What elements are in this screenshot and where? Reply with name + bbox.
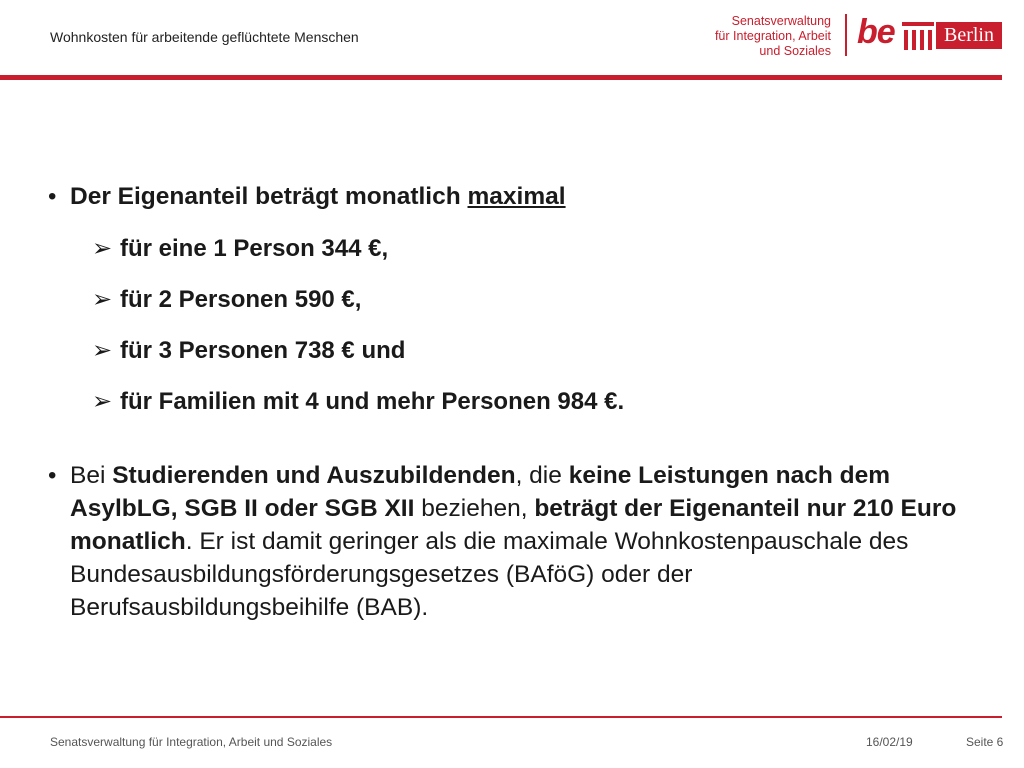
footer-date: 16/02/19 xyxy=(866,735,913,749)
bottom-divider xyxy=(0,716,1002,718)
footer-org: Senatsverwaltung für Integration, Arbeit und Soziales xyxy=(50,735,333,749)
logo-line-1: Senatsverwaltung xyxy=(731,14,831,28)
list-item: ➢ für 3 Personen 738 € und xyxy=(92,336,406,364)
slide-content xyxy=(48,180,978,624)
bullet-dot-icon: • xyxy=(48,183,57,210)
logo-line-2: für Integration, Arbeit xyxy=(714,29,831,43)
bullet-eigenanteil xyxy=(48,180,978,427)
arrow-bullet-icon: ➢ xyxy=(92,285,113,313)
header-title: Wohnkosten für arbeitende geflüchtete Menschen xyxy=(50,29,359,45)
footer-page-number: Seite 6 xyxy=(966,735,1004,749)
logo-divider xyxy=(845,14,847,56)
amount-list xyxy=(92,223,978,427)
bullet-dot-icon: • xyxy=(48,462,57,489)
list-item: ➢ für Familien mit 4 und mehr Personen 984 €. xyxy=(92,387,625,415)
top-divider xyxy=(0,75,1002,80)
arrow-bullet-icon: ➢ xyxy=(92,336,113,364)
logo-org-text xyxy=(700,14,831,59)
list-item: ➢ für eine 1 Person 344 €, xyxy=(92,234,389,262)
arrow-bullet-icon: ➢ xyxy=(92,234,113,262)
brandenburg-gate-icon xyxy=(902,22,934,50)
arrow-bullet-icon: ➢ xyxy=(92,387,113,415)
list-item: ➢ für 2 Personen 590 €, xyxy=(92,285,362,313)
bullet-studierende: • Bei Studierenden und Auszubildenden, die keine Leistungen nach dem AsylbLG, SGB II oder SGB XII beziehen, beträgt der Eigenanteil nur 210 Euro monatlich. Er ist damit geringer als die maximale Wohnkostenpauschale des Bundesausbildungsförderungsgesetzes (BAföG) oder der Berufsausbildungsbeihilfe (BAB). xyxy=(48,459,978,624)
bullet1-emphasis: maximal xyxy=(467,183,566,210)
bullet1-intro: Der Eigenanteil beträgt monatlich xyxy=(70,183,468,210)
logo-be: be xyxy=(857,13,895,51)
logo-berlin-badge: Berlin xyxy=(936,22,1002,49)
logo-line-3: und Soziales xyxy=(759,44,831,58)
